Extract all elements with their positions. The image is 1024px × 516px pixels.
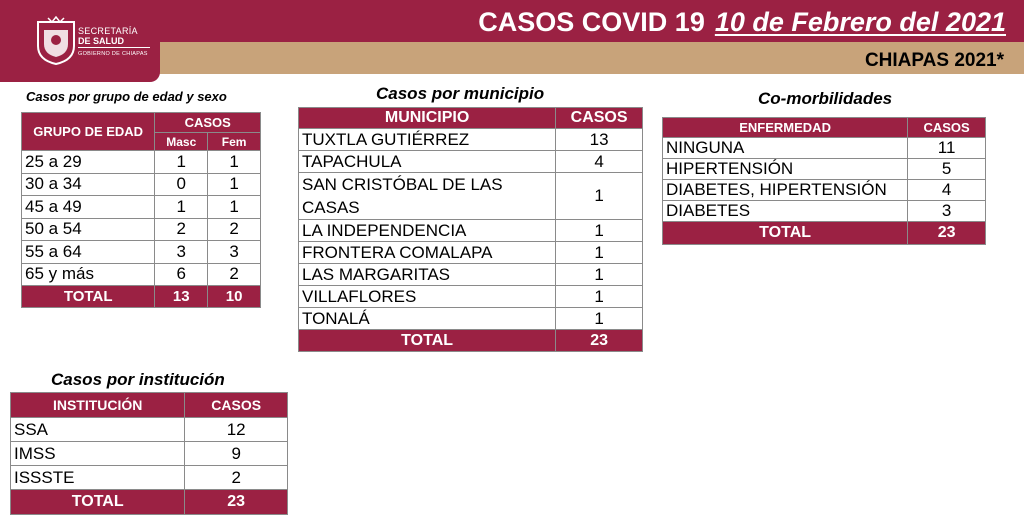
row-label: LA INDEPENDENCIA	[299, 220, 556, 242]
row-label: SSA	[11, 418, 185, 442]
row-value: 12	[185, 418, 288, 442]
total-value: 23	[185, 490, 288, 515]
col-cases: CASOS	[556, 108, 643, 129]
institution-total-row	[11, 490, 288, 515]
row-label: 25 a 29	[22, 151, 155, 174]
row-label: SAN CRISTÓBAL DE LAS CASAS	[299, 173, 556, 220]
row-value: 4	[556, 151, 643, 173]
total-label: TOTAL	[663, 222, 908, 245]
secretaria-salud-logo	[30, 12, 160, 72]
total-fem: 10	[208, 286, 261, 308]
total-value: 23	[908, 222, 986, 245]
col-masc: Masc	[155, 133, 208, 151]
col-cases: CASOS	[908, 118, 986, 138]
municipality-title: Casos por municipio	[376, 84, 545, 103]
logo-line-3: GOBIERNO DE CHIAPAS	[78, 51, 148, 57]
total-value: 23	[556, 330, 643, 352]
row-value: 2	[155, 218, 208, 241]
row-value: 2	[208, 263, 261, 286]
table-row	[22, 218, 261, 241]
row-label: FRONTERA COMALAPA	[299, 242, 556, 264]
table-row	[299, 286, 643, 308]
row-label: DIABETES	[663, 201, 908, 222]
row-value: 1	[556, 220, 643, 242]
row-label: TONALÁ	[299, 308, 556, 330]
row-label: TAPACHULA	[299, 151, 556, 173]
logo-divider	[78, 47, 150, 48]
table-row	[663, 180, 986, 201]
row-value: 1	[556, 173, 643, 220]
state-label: CHIAPAS 2021*	[864, 50, 1004, 71]
municipality-table	[298, 107, 643, 352]
row-label: 50 a 54	[22, 218, 155, 241]
coat-of-arms-icon	[34, 16, 78, 66]
table-row	[22, 151, 261, 174]
col-cases: CASOS	[185, 393, 288, 418]
table-row	[663, 159, 986, 180]
logo-line-2: DE SALUD	[78, 36, 125, 46]
comorbidity-title: Co-morbilidades	[758, 89, 893, 108]
row-value: 1	[556, 264, 643, 286]
row-label: 55 a 64	[22, 241, 155, 264]
total-label: TOTAL	[11, 490, 185, 515]
row-label: TUXTLA GUTIÉRREZ	[299, 129, 556, 151]
row-label: 45 a 49	[22, 196, 155, 219]
row-label: ISSSTE	[11, 466, 185, 490]
table-row	[11, 418, 288, 442]
table-row	[22, 263, 261, 286]
municipality-total-row	[299, 330, 643, 352]
age-sex-table	[21, 112, 261, 308]
table-row	[22, 173, 261, 196]
row-value: 3	[155, 241, 208, 264]
table-row	[663, 138, 986, 159]
row-value: 3	[908, 201, 986, 222]
row-label: VILLAFLORES	[299, 286, 556, 308]
table-row	[299, 220, 643, 242]
row-value: 13	[556, 129, 643, 151]
table-row	[299, 173, 643, 220]
row-value: 2	[208, 218, 261, 241]
row-value: 1	[556, 286, 643, 308]
comorbidity-table	[662, 117, 986, 245]
table-row	[299, 308, 643, 330]
row-label: 30 a 34	[22, 173, 155, 196]
page-title	[478, 4, 1006, 40]
table-row	[299, 151, 643, 173]
table-row	[299, 242, 643, 264]
row-value: 1	[208, 151, 261, 174]
age-sex-title: Casos por grupo de edad y sexo	[26, 89, 227, 104]
row-value: 3	[208, 241, 261, 264]
col-cases: CASOS	[155, 113, 261, 133]
table-row	[11, 442, 288, 466]
row-value: 5	[908, 159, 986, 180]
row-value: 1	[556, 308, 643, 330]
col-institucion: INSTITUCIÓN	[11, 393, 185, 418]
row-value: 11	[908, 138, 986, 159]
row-value: 6	[155, 263, 208, 286]
total-label: TOTAL	[22, 286, 155, 308]
row-value: 0	[155, 173, 208, 196]
total-label: TOTAL	[299, 330, 556, 352]
table-row	[663, 201, 986, 222]
row-value: 1	[556, 242, 643, 264]
col-age-group: GRUPO DE EDAD	[22, 113, 155, 151]
total-masc: 13	[155, 286, 208, 308]
row-value: 1	[155, 196, 208, 219]
row-value: 1	[208, 173, 261, 196]
age-sex-total-row	[22, 286, 261, 308]
title-text: CASOS COVID 19	[478, 6, 705, 37]
table-row	[22, 196, 261, 219]
row-value: 1	[155, 151, 208, 174]
col-fem: Fem	[208, 133, 261, 151]
row-label: HIPERTENSIÓN	[663, 159, 908, 180]
col-municipio: MUNICIPIO	[299, 108, 556, 129]
row-value: 9	[185, 442, 288, 466]
table-row	[22, 241, 261, 264]
row-label: DIABETES, HIPERTENSIÓN	[663, 180, 908, 201]
row-label: 65 y más	[22, 263, 155, 286]
institution-table	[10, 392, 288, 515]
title-date: 10 de Febrero del 2021	[714, 6, 1006, 37]
row-label: NINGUNA	[663, 138, 908, 159]
row-label: LAS MARGARITAS	[299, 264, 556, 286]
table-row	[299, 129, 643, 151]
institution-title: Casos por institución	[51, 370, 225, 389]
row-value: 4	[908, 180, 986, 201]
col-enfermedad: ENFERMEDAD	[663, 118, 908, 138]
row-value: 1	[208, 196, 261, 219]
table-row	[299, 264, 643, 286]
comorbidity-total-row	[663, 222, 986, 245]
row-value: 2	[185, 466, 288, 490]
logo-line-1: SECRETARÍA	[78, 26, 138, 36]
row-label: IMSS	[11, 442, 185, 466]
table-row	[11, 466, 288, 490]
